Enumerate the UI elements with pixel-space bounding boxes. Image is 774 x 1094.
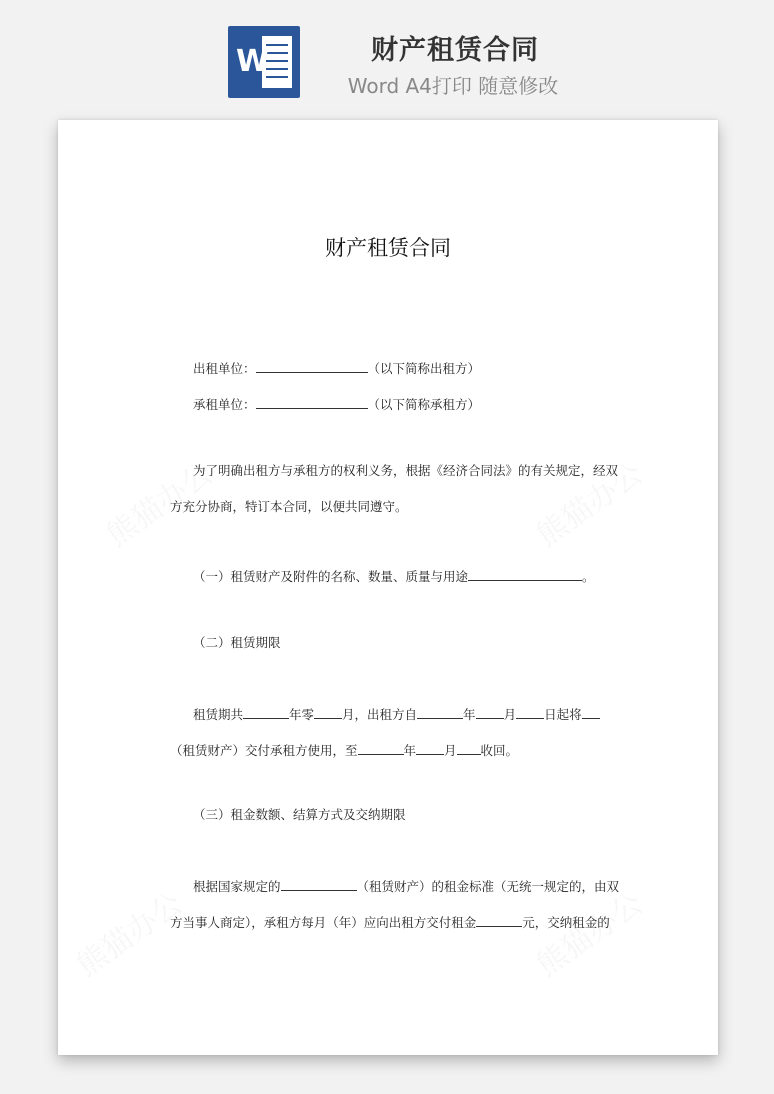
term-text: （租赁财产）交付承租方使用，至 [170, 743, 358, 758]
rent-line-1 [193, 876, 633, 896]
rent-text: 方当事人商定），承租方每月（年）应向出租方交付租金 [170, 915, 477, 930]
start-day-blank[interactable] [516, 704, 544, 719]
section-1-blank[interactable] [468, 566, 582, 581]
word-icon [228, 26, 300, 98]
lessee-blank[interactable] [256, 394, 368, 409]
rent-text: 元，交纳租金的 [522, 915, 610, 930]
section-1 [193, 566, 633, 586]
term-text: 日起将 [544, 707, 582, 722]
trailing-blank[interactable] [582, 704, 600, 719]
word-icon-letter: W [236, 44, 270, 79]
header-title: 财产租赁合同 [371, 35, 539, 66]
term-years-blank[interactable] [243, 704, 289, 719]
header [0, 0, 774, 110]
end-month-blank[interactable] [416, 740, 444, 755]
start-year-blank[interactable] [417, 704, 463, 719]
rent-text: （租赁财产）的租金标准（无统一规定的，由双 [356, 879, 620, 894]
lessee-note: （以下简称承租方） [367, 397, 481, 412]
section-2-title: （二）租赁期限 [193, 635, 281, 650]
intro-line-2: 方充分协商，特订本合同，以便共同遵守。 [170, 499, 408, 514]
lessee-label: 承租单位： [193, 397, 256, 412]
term-months-blank[interactable] [314, 704, 342, 719]
term-text: 收回。 [480, 743, 519, 758]
lessor-note: （以下简称出租方） [367, 361, 481, 376]
standard-blank[interactable] [281, 876, 357, 891]
lessor-line [193, 358, 633, 378]
term-text: 月 [503, 707, 517, 722]
lessee-line [193, 394, 633, 414]
rent-text: 根据国家规定的 [193, 879, 281, 894]
document-title: 财产租赁合同 [325, 236, 451, 260]
lessor-label: 出租单位： [193, 361, 256, 376]
term-text: 年 [463, 707, 476, 722]
rent-amount-blank[interactable] [476, 912, 522, 927]
term-line-2 [170, 740, 610, 760]
header-subtitle: Word A4打印 随意修改 [347, 74, 559, 98]
lessor-blank[interactable] [256, 358, 368, 373]
section-3-title: （三）租金数额、结算方式及交纳期限 [193, 807, 406, 822]
term-text: 月，出租方自 [342, 707, 418, 722]
term-text: 年 [403, 743, 417, 758]
rent-line-2 [170, 912, 610, 932]
term-text: 租赁期共 [193, 707, 244, 722]
term-line-1 [193, 704, 633, 724]
section-1-text: （一）租赁财产及附件的名称、数量、质量与用途 [193, 569, 469, 584]
start-month-blank[interactable] [476, 704, 504, 719]
end-year-blank[interactable] [358, 740, 404, 755]
end-day-blank[interactable] [457, 740, 481, 755]
section-1-end: 。 [582, 569, 595, 584]
intro-line-1: 为了明确出租方与承租方的权利义务，根据《经济合同法》的有关规定，经双 [193, 463, 619, 478]
term-text: 年零 [289, 707, 315, 722]
term-text: 月 [444, 743, 457, 758]
watermark [66, 880, 190, 985]
document-page [58, 120, 718, 1055]
